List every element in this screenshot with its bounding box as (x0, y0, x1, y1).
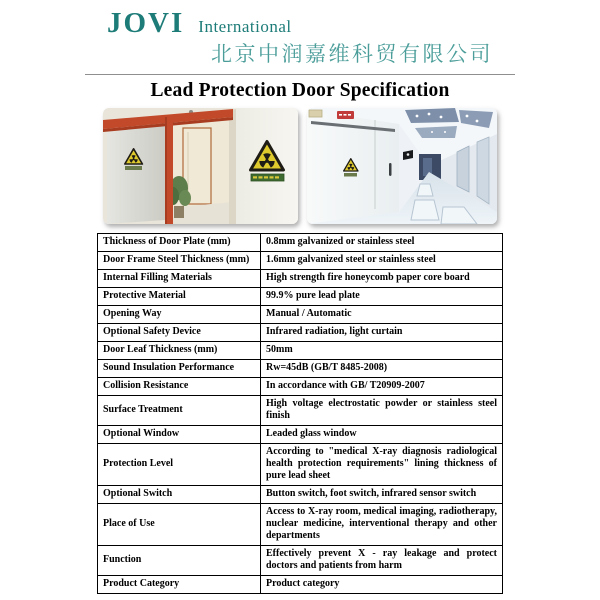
spec-label-cell: Protection Level (98, 443, 261, 485)
jovi-logo: JOVI (107, 7, 185, 39)
spec-row (98, 545, 503, 575)
spec-table (97, 233, 503, 594)
spec-value-cell: 99.9% pure lead plate (261, 287, 503, 305)
photos-row (0, 108, 600, 224)
spec-row (98, 305, 503, 323)
spec-row (98, 377, 503, 395)
spec-value-cell: Rw=45dB (GB/T 8485-2008) (261, 359, 503, 377)
spec-value-cell: In accordance with GB/ T20909-2007 (261, 377, 503, 395)
spec-value-cell: 0.8mm galvanized or stainless steel (261, 233, 503, 251)
spec-value-cell: According to "medical X-ray diagnosis radiological health protection requirements" lining thickness of pure lead sheet (261, 443, 503, 485)
spec-label-cell: Collision Resistance (98, 377, 261, 395)
spec-row (98, 323, 503, 341)
spec-label-cell: Internal Filling Materials (98, 269, 261, 287)
spec-label-cell: Opening Way (98, 305, 261, 323)
spec-label-cell: Place of Use (98, 503, 261, 545)
spec-row (98, 251, 503, 269)
spec-value-cell: High voltage electrostatic powder or stainless steel finish (261, 395, 503, 425)
spec-row (98, 359, 503, 377)
spec-label-cell: Door Frame Steel Thickness (mm) (98, 251, 261, 269)
spec-label-cell: Optional Safety Device (98, 323, 261, 341)
spec-value-cell: 1.6mm galvanized steel or stainless steel (261, 251, 503, 269)
spec-label-cell: Optional Switch (98, 485, 261, 503)
spec-label-cell: Thickness of Door Plate (mm) (98, 233, 261, 251)
spec-row (98, 485, 503, 503)
page-title: Lead Protection Door Specification (150, 79, 450, 101)
spec-label-cell: Product Category (98, 575, 261, 593)
spec-row (98, 287, 503, 305)
header-divider (85, 74, 515, 75)
spec-label-cell: Protective Material (98, 287, 261, 305)
spec-row (98, 341, 503, 359)
spec-label-cell: Door Leaf Thickness (mm) (98, 341, 261, 359)
spec-row (98, 233, 503, 251)
spec-row (98, 395, 503, 425)
header (85, 8, 515, 67)
spec-value-cell: Button switch, foot switch, infrared sensor switch (261, 485, 503, 503)
spec-value-cell: High strength fire honeycomb paper core board (261, 269, 503, 287)
spec-label-cell: Function (98, 545, 261, 575)
spec-value-cell: Effectively prevent X - ray leakage and protect doctors and patients from harm (261, 545, 503, 575)
door-photo-right (307, 108, 497, 224)
company-name-cn: 北京中润嘉维科贸有限公司 (211, 42, 493, 67)
spec-label-cell: Surface Treatment (98, 395, 261, 425)
spec-value-cell: Manual / Automatic (261, 305, 503, 323)
spec-label-cell: Sound Insulation Performance (98, 359, 261, 377)
spec-row (98, 575, 503, 593)
spec-value-cell: Product category (261, 575, 503, 593)
spec-row (98, 425, 503, 443)
spec-row (98, 443, 503, 485)
spec-row (98, 269, 503, 287)
logo-subtext: International (198, 17, 292, 36)
spec-table-body (98, 233, 503, 593)
spec-value-cell: Access to X-ray room, medical imaging, radiotherapy, nuclear medicine, interventional therapy and other departments (261, 503, 503, 545)
spec-value-cell: Leaded glass window (261, 425, 503, 443)
door-photo-left (103, 108, 298, 224)
spec-label-cell: Optional Window (98, 425, 261, 443)
logo-row (107, 8, 515, 38)
spec-value-cell: 50mm (261, 341, 503, 359)
spec-row (98, 503, 503, 545)
spec-value-cell: Infrared radiation, light curtain (261, 323, 503, 341)
